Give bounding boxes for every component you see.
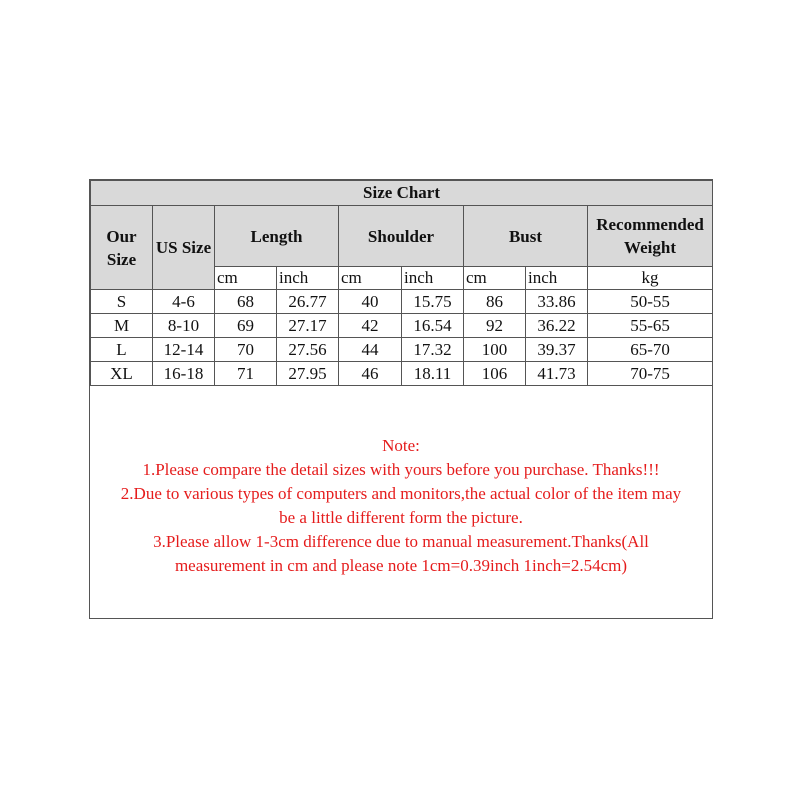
table-row <box>91 362 713 386</box>
unit-shoulder-inch: inch <box>402 267 464 290</box>
cell-length-inch: 27.17 <box>277 314 339 338</box>
cell-us-size: 12-14 <box>153 338 215 362</box>
note-line: measurement in cm and please note 1cm=0.39inch 1inch=2.54cm) <box>174 556 628 575</box>
cell-length-inch: 26.77 <box>277 290 339 314</box>
size-table <box>90 180 713 386</box>
note-line: 2.Due to various types of computers and monitors,the actual color of the item may <box>120 484 682 503</box>
cell-bust-cm: 86 <box>464 290 526 314</box>
cell-bust-inch: 33.86 <box>526 290 588 314</box>
note-heading: Note: <box>382 436 420 455</box>
cell-our-size: XL <box>91 362 153 386</box>
cell-length-cm: 71 <box>215 362 277 386</box>
unit-shoulder-cm: cm <box>339 267 402 290</box>
cell-bust-cm: 92 <box>464 314 526 338</box>
cell-weight: 65-70 <box>588 338 713 362</box>
cell-weight: 50-55 <box>588 290 713 314</box>
cell-shoulder-inch: 17.32 <box>402 338 464 362</box>
unit-length-inch: inch <box>277 267 339 290</box>
header-shoulder: Shoulder <box>339 206 464 267</box>
cell-bust-inch: 36.22 <box>526 314 588 338</box>
cell-length-inch: 27.56 <box>277 338 339 362</box>
cell-shoulder-cm: 40 <box>339 290 402 314</box>
cell-us-size: 16-18 <box>153 362 215 386</box>
cell-our-size: L <box>91 338 153 362</box>
cell-length-cm: 68 <box>215 290 277 314</box>
notes-block <box>90 434 712 578</box>
header-weight: Recommended Weight <box>588 206 713 267</box>
header-us-size: US Size <box>153 206 215 290</box>
note-line: be a little different form the picture. <box>279 508 523 527</box>
header-our-size: Our Size <box>91 206 153 290</box>
cell-bust-inch: 41.73 <box>526 362 588 386</box>
size-chart <box>89 179 713 619</box>
unit-bust-inch: inch <box>526 267 588 290</box>
cell-length-cm: 70 <box>215 338 277 362</box>
cell-us-size: 4-6 <box>153 290 215 314</box>
note-line: 1.Please compare the detail sizes with yours before you purchase. Thanks!!! <box>142 460 660 479</box>
cell-length-inch: 27.95 <box>277 362 339 386</box>
cell-our-size: M <box>91 314 153 338</box>
cell-shoulder-inch: 18.11 <box>402 362 464 386</box>
unit-weight-kg: kg <box>588 267 713 290</box>
table-title: Size Chart <box>91 181 713 206</box>
cell-length-cm: 69 <box>215 314 277 338</box>
table-row <box>91 314 713 338</box>
cell-shoulder-cm: 44 <box>339 338 402 362</box>
cell-us-size: 8-10 <box>153 314 215 338</box>
cell-bust-inch: 39.37 <box>526 338 588 362</box>
cell-weight: 55-65 <box>588 314 713 338</box>
cell-shoulder-inch: 15.75 <box>402 290 464 314</box>
unit-length-cm: cm <box>215 267 277 290</box>
header-length: Length <box>215 206 339 267</box>
cell-shoulder-cm: 46 <box>339 362 402 386</box>
cell-weight: 70-75 <box>588 362 713 386</box>
unit-bust-cm: cm <box>464 267 526 290</box>
cell-shoulder-inch: 16.54 <box>402 314 464 338</box>
note-line: 3.Please allow 1-3cm difference due to manual measurement.Thanks(All <box>153 532 649 551</box>
cell-our-size: S <box>91 290 153 314</box>
table-row <box>91 290 713 314</box>
header-bust: Bust <box>464 206 588 267</box>
table-row <box>91 338 713 362</box>
cell-bust-cm: 100 <box>464 338 526 362</box>
cell-bust-cm: 106 <box>464 362 526 386</box>
cell-shoulder-cm: 42 <box>339 314 402 338</box>
